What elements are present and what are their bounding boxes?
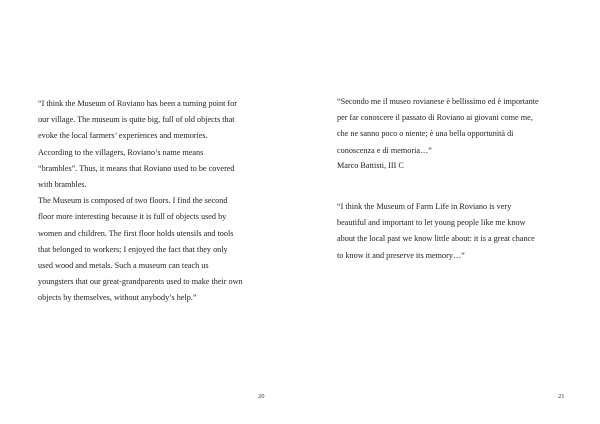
quote-line: According to the villagers, Roviano’s name means	[38, 147, 204, 157]
museum-quote-english-long	[38, 96, 243, 307]
quote-line: objects by themselves, without anybody’s help.”	[38, 293, 197, 303]
museum-quote-english	[337, 199, 535, 264]
page-number: 20	[258, 393, 265, 400]
quote-line: floor more interesting because it is full of objects used by	[38, 212, 227, 222]
quote-line: The Museum is composed of two floors. I find the second	[38, 196, 228, 206]
author-signature: Marco Battisti, III C	[337, 161, 404, 170]
quote-line: women and children. The first floor holds utensils and tools	[38, 228, 234, 238]
quote-line: with brambles.	[38, 180, 87, 190]
quote-line: our village. The museum is quite big, full of old objects that	[38, 115, 235, 125]
quote-line: to know it and preserve its memory…”	[337, 250, 465, 260]
quote-line: per far conoscere il passato di Roviano ai giovani come me,	[337, 113, 533, 123]
museum-quote-italian	[337, 94, 539, 159]
quote-line: conoscenza e di memoria…”	[337, 145, 432, 155]
quote-line: youngsters that our great-grandparents used to make their own	[38, 277, 243, 287]
quote-line: che ne sanno poco o niente; è una bella opportunità di	[337, 129, 514, 139]
quote-line: about the local past we know little about: it is a great chance	[337, 234, 535, 244]
quote-line: “I think the Museum of Roviano has been a turning point for	[38, 99, 237, 108]
quote-line: “brambles”. Thus, it means that Roviano used to be covered	[38, 163, 235, 173]
quote-line: that belonged to workers; I enjoyed the fact that they only	[38, 244, 228, 254]
quote-line: “I think the Museum of Farm Life in Roviano is very	[337, 202, 512, 211]
quote-line: evoke the local farmers’ experiences and memories.	[38, 131, 208, 141]
quote-line: beautiful and important to let young people like me know	[337, 218, 526, 228]
quote-line: “Secondo me il museo rovianese è bellissimo ed è importante	[337, 97, 539, 106]
page-number: 21	[558, 393, 565, 400]
quote-line: used wood and metals. Such a museum can teach us	[38, 261, 209, 271]
right-page	[300, 0, 600, 424]
